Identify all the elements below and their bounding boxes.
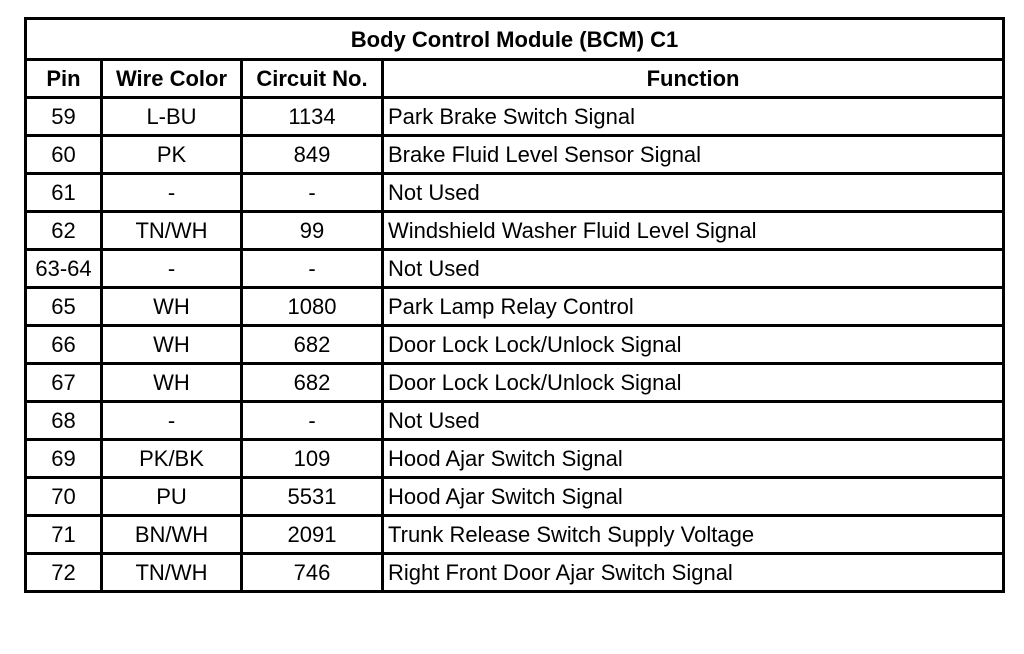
cell-function: Trunk Release Switch Supply Voltage	[383, 516, 1004, 554]
table-body	[26, 98, 1004, 592]
cell-pin: 61	[26, 174, 102, 212]
header-wire-color: Wire Color	[102, 60, 242, 98]
table-row	[26, 478, 1004, 516]
cell-function: Door Lock Lock/Unlock Signal	[383, 326, 1004, 364]
cell-function: Park Lamp Relay Control	[383, 288, 1004, 326]
cell-wire-color: L-BU	[102, 98, 242, 136]
table-row	[26, 212, 1004, 250]
table-row	[26, 250, 1004, 288]
cell-function: Hood Ajar Switch Signal	[383, 440, 1004, 478]
cell-circuit-no: 1134	[242, 98, 383, 136]
cell-circuit-no: -	[242, 402, 383, 440]
cell-wire-color: WH	[102, 364, 242, 402]
cell-function: Not Used	[383, 174, 1004, 212]
cell-circuit-no: 99	[242, 212, 383, 250]
cell-function: Brake Fluid Level Sensor Signal	[383, 136, 1004, 174]
header-function: Function	[383, 60, 1004, 98]
table-row	[26, 326, 1004, 364]
cell-pin: 68	[26, 402, 102, 440]
cell-wire-color: TN/WH	[102, 212, 242, 250]
table-row	[26, 402, 1004, 440]
table-row	[26, 288, 1004, 326]
cell-wire-color: WH	[102, 326, 242, 364]
cell-circuit-no: -	[242, 250, 383, 288]
connector-pinout-table	[24, 17, 1005, 593]
cell-function: Park Brake Switch Signal	[383, 98, 1004, 136]
cell-circuit-no: -	[242, 174, 383, 212]
cell-wire-color: -	[102, 174, 242, 212]
cell-pin: 71	[26, 516, 102, 554]
cell-pin: 65	[26, 288, 102, 326]
table-title-row	[26, 19, 1004, 60]
cell-circuit-no: 849	[242, 136, 383, 174]
cell-wire-color: PK	[102, 136, 242, 174]
header-pin: Pin	[26, 60, 102, 98]
table-row	[26, 98, 1004, 136]
cell-pin: 69	[26, 440, 102, 478]
cell-pin: 67	[26, 364, 102, 402]
table-row	[26, 554, 1004, 592]
cell-wire-color: BN/WH	[102, 516, 242, 554]
cell-pin: 72	[26, 554, 102, 592]
cell-circuit-no: 5531	[242, 478, 383, 516]
cell-function: Right Front Door Ajar Switch Signal	[383, 554, 1004, 592]
cell-function: Not Used	[383, 402, 1004, 440]
cell-pin: 59	[26, 98, 102, 136]
cell-function: Door Lock Lock/Unlock Signal	[383, 364, 1004, 402]
cell-wire-color: PU	[102, 478, 242, 516]
cell-pin: 66	[26, 326, 102, 364]
cell-circuit-no: 746	[242, 554, 383, 592]
cell-wire-color: -	[102, 402, 242, 440]
table-row	[26, 136, 1004, 174]
cell-function: Windshield Washer Fluid Level Signal	[383, 212, 1004, 250]
cell-circuit-no: 682	[242, 326, 383, 364]
cell-wire-color: TN/WH	[102, 554, 242, 592]
cell-circuit-no: 2091	[242, 516, 383, 554]
cell-pin: 62	[26, 212, 102, 250]
table-header-row	[26, 60, 1004, 98]
cell-wire-color: -	[102, 250, 242, 288]
cell-wire-color: WH	[102, 288, 242, 326]
table-row	[26, 364, 1004, 402]
cell-circuit-no: 682	[242, 364, 383, 402]
table-title: Body Control Module (BCM) C1	[26, 19, 1004, 60]
cell-function: Not Used	[383, 250, 1004, 288]
cell-pin: 70	[26, 478, 102, 516]
cell-pin: 63-64	[26, 250, 102, 288]
cell-circuit-no: 109	[242, 440, 383, 478]
table-row	[26, 440, 1004, 478]
cell-circuit-no: 1080	[242, 288, 383, 326]
header-circuit-no: Circuit No.	[242, 60, 383, 98]
table-row	[26, 516, 1004, 554]
cell-wire-color: PK/BK	[102, 440, 242, 478]
cell-pin: 60	[26, 136, 102, 174]
cell-function: Hood Ajar Switch Signal	[383, 478, 1004, 516]
table-row	[26, 174, 1004, 212]
